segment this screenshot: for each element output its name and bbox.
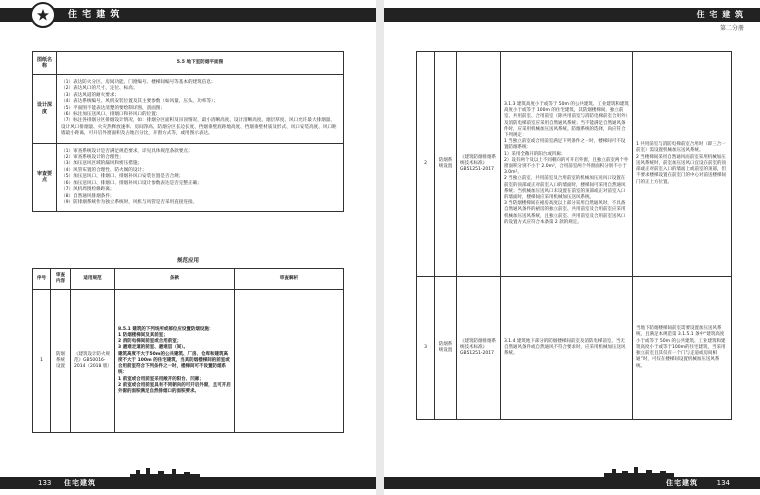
review-points-content [57,143,344,212]
text-line: 8.5.1 建筑的下列场所或部位应设置防烟设施： [118,326,214,332]
text-line: 3.1.4 建筑地下部分的防烟楼梯间前室及消防电梯前室，当无自然通风条件或自然通风不符合要求时，应采用机械加压送风系统。 [504,338,626,357]
analysis-text [235,290,344,433]
row-number: 2 [417,52,435,277]
review-topic: 防烟系统设置 [435,277,457,420]
header-title: 住 宅 建 筑 [68,10,121,20]
header-subtitle: 第二分册 [719,25,744,32]
applicable-code: 《建筑防烟排烟系统技术标准》GB51251-2017 [457,52,501,277]
row-label: 设计深度 [33,75,57,144]
text-line: 1 共用前室与消防电梯前室合用时（即三合一前室）需设置机械加压送风系统。 [636,142,726,154]
column-header: 适用规范 [71,269,115,290]
clause-text [501,277,633,420]
review-topic: 防烟系统设置 [51,290,71,433]
footer-title: 住宅建筑 [666,479,698,487]
text-line: 2 当楼梯间采用自然通风而前室采用机械加压送风系统时，前室加压送风口宜设在前室的顶部或正对前室入口的墙面上或前室的顶部，但不要求楼梯设置在前室门的中心对前送楼梯间门的正上方位置。 [636,154,726,185]
applicable-code: 《建筑设计防火规范》GB50016-2014（2018 版） [71,290,115,433]
text-line: （9）防排烟系统作为独立系统时，风机与风管是否采用直接连接。 [61,199,198,205]
text-line: 2）设有两个及以上不同朝向的可开启外窗，且独立前室两个外窗面积分别不小于 2.0m²，合用前室两个外窗面积分别不小于 3.0m²。 [504,157,629,176]
table-row [417,277,732,420]
header-bar [0,8,376,22]
text-line: 3 避难走道的前室、避难层（间）。 [118,345,188,351]
text-line: 1 前室或合用前室采用敞开的阳台、凹廊； [118,376,204,382]
text-line: （4）风管布置的合理性、防火阀的设计； [61,167,147,173]
right-footer [384,471,760,495]
section-title: 规范应用 [176,258,199,264]
page-number: 134 [716,479,730,487]
text-line: 3 当防烟楼梯间在裙房高度以上部分采用自然通风时，不具备自然通风条件的裙房的独立前室、共用前室及合用前室应采用机械加压送风系统，且独立前室、共用前室及合用前室送风口的设置方式应符合本条第 2 款的规定。 [504,201,626,225]
page-gutter [376,0,384,495]
text-line: （5）平面图不能表达清楚的要绘制详图、剖面图； [61,105,165,111]
right-page [384,0,760,495]
text-line: （6）标注加压送风口、排烟口和补风口的位置； [61,112,161,118]
drawing-name: 5.5 地下室防烟平面图 [57,52,344,75]
text-line: （2）表达风口的尺寸、定位、标高； [61,86,138,92]
text-line: （3）表达风道的耐火要求； [61,92,120,98]
table-row [33,290,344,433]
table-header-row [33,269,344,290]
column-header: 审查内容 [51,269,71,290]
column-header: 序号 [33,269,51,290]
footer-bar [0,477,376,489]
analysis-text [633,277,732,420]
text-line: （1）表达防火分区、房间功能、门窗编号、楼梯间编号等基本的建筑信息； [61,80,216,85]
left-page [0,0,376,495]
applicable-code: 《建筑防烟排烟系统技术标准》GB51251-2017 [457,277,501,420]
clause-text [501,52,633,277]
row-number: 1 [33,290,51,433]
analysis-text [633,52,732,277]
text-line: （4）表达系统编号、风机安装位置及其主要参数（如风量、压头、功率等）； [61,99,218,105]
footer-title: 住宅建筑 [64,479,96,487]
text-line: （5）加压送风口、排烟口、排烟补风口安装位置是否合规； [61,174,184,180]
table-row [417,52,732,277]
text-line: 2 消防电梯间前室或合用前室； [118,339,182,345]
right-header [384,0,760,30]
text-line: 2 当独立前室、共用前室及合用前室的机械加压送风口设置在前室的顶部或正对前室入口的墙面时，楼梯间可采用自然通风系统；当机械加压送风口未设置在前室的顶部或正对前室入口的墙面时，楼梯间应采用机械加压送风系统。 [504,176,626,201]
column-header: 条款 [115,269,235,290]
table-row [33,75,344,144]
text-line: 2 前室或合用前室具有不同朝向的可开启外窗，且可开启外窗的面积满足自然排烟口的面积要求。 [118,382,231,394]
page-number: 133 [38,479,52,487]
table-row [33,143,344,212]
footer-bar [384,477,760,489]
text-line: 1 当独立前室或合用前室满足下列条件之一时，楼梯间可不设置防烟系统： [504,139,626,151]
spec-table-continued [416,51,732,420]
emblem-logo [30,2,56,28]
text-line: （7）风机周围检修距离； [61,187,115,193]
text-line: 3.1.3 建筑高度小于或等于 50m 的公共建筑、工业建筑和建筑高度小于或等于 100m 的住宅建筑，其防烟楼梯间、独立前室、共用前室、合用前室（除共用前室与消防电梯前室合用外）及消防电梯前室应采用自然通风系统；当不能满足自然通风条件时，应采用机械加压送风系统。防烟系统的选择，尚应符合下列规定： [504,101,629,138]
text-line: 建筑高度不大于50m的公共建筑、厂房、仓库和建筑高度不大于 100m 的住宅建筑，当其防烟楼梯间的前室或合用前室符合下列条件之一时，楼梯间可不设置防烟系统： [118,351,230,376]
table-row [33,52,344,75]
clause-text [115,290,235,433]
text-line: 当地下防烟楼梯间前室需要设置加压送风系统，且满足本规范第 3.1.5.1 条中“建筑高度小于或等于 50m 的公共建筑、工业建筑和建筑高度小于或等于100m的住宅建筑，当采用独立前室且其仅有一个门与走道或房间相通”时，可仅在楼梯间设置机械加压送风系统。 [636,326,726,369]
row-label: 图纸名称 [33,52,57,75]
row-label: 审查要点 [33,143,57,212]
left-footer [0,471,376,495]
text-line: （2）审查系统设计的合理性； [61,155,124,161]
text-line: （8）自然通风排烟条件； [61,193,115,199]
row-number: 3 [417,277,435,420]
text-line: 1）采用全敞开的阳台或凹廊； [504,151,566,157]
text-line: 1 防烟楼梯间及其前室； [118,333,168,339]
text-line: （7）标注各排烟分区排烟设计情况，如：排烟分区面积及吊顶情况、最小清晰高度、设计清晰高度、烟层厚度、风口允许最大排烟量、设计风口排烟量、火灾热释放速率、房间净高、防烟分区长边长度、挡烟垂壁底距地高度、挡烟垂壁材质及形式、风口安装高度、风口距墙最小距离，可开启外窗面积及占地百分比，开窗方式等，或用图示表达。 [61,118,337,137]
review-topic: 防烟系统设置 [435,52,457,277]
spec-table [32,268,344,433]
left-header [0,0,376,30]
header-title: 住 宅 建 筑 [696,10,744,19]
design-depth-table [32,51,344,212]
text-line: （3）加压送风区域的漏风和密压措施； [61,161,143,167]
design-depth-content [57,75,344,144]
column-header: 审查解析 [235,269,344,290]
text-line: （6）加压送风口、排烟口、排烟补风口设计参数表达是否完整正确； [61,180,202,186]
text-line: （1）审查系统设计是否满足规范要求，详见具体规范条款要点； [61,148,193,154]
